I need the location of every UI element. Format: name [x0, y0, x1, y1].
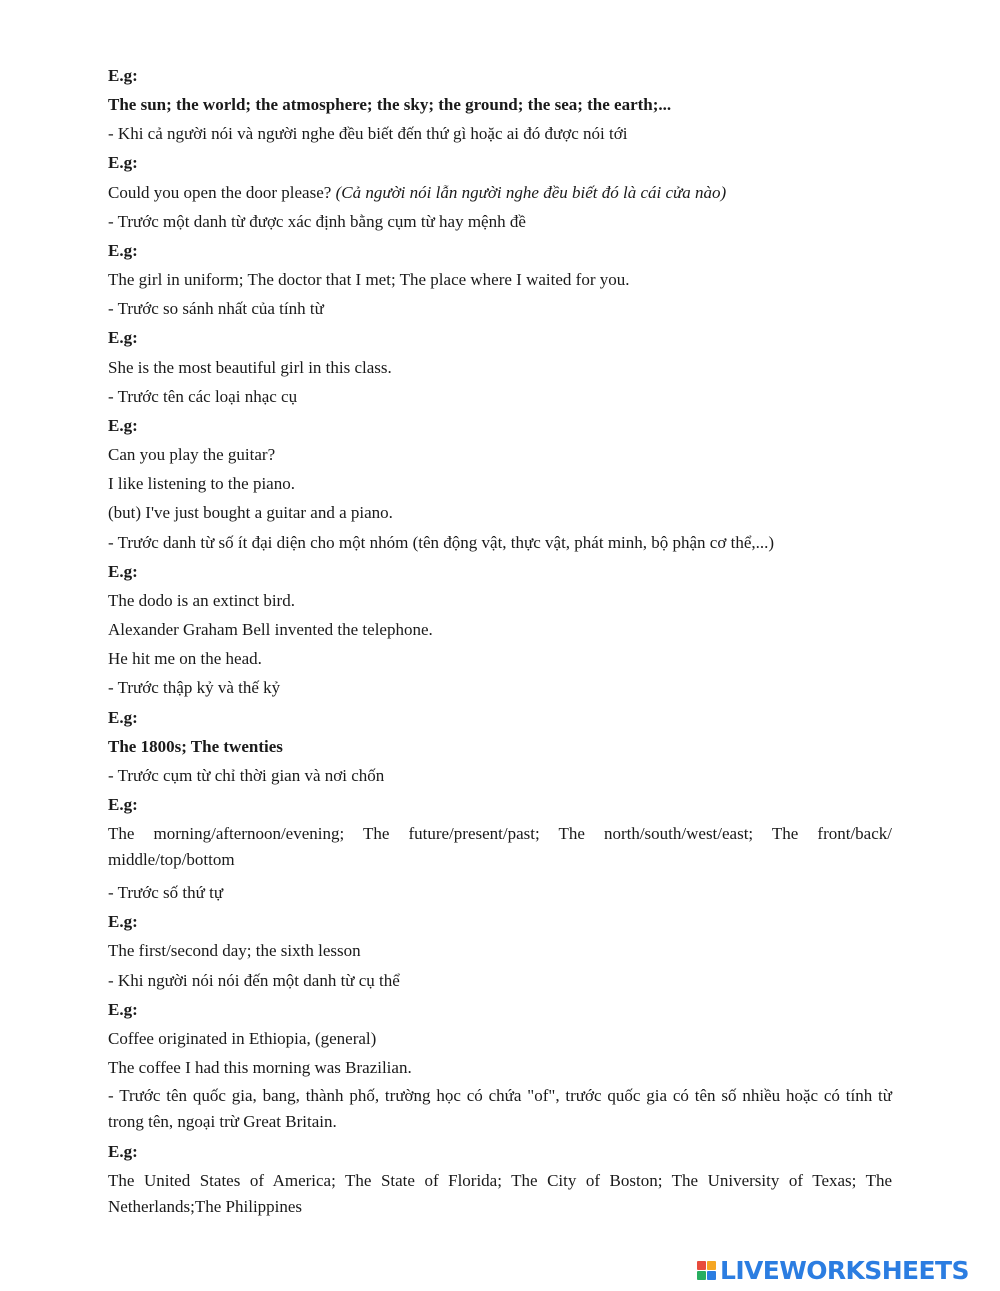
text-line: The first/second day; the sixth lesson	[108, 941, 361, 961]
text-line: - Trước tên các loại nhạc cụ	[108, 386, 298, 406]
text-line: - Trước danh từ số ít đại diện cho một nhóm (tên động vật, thực vật, phát minh, bộ phận cơ thể,...)	[108, 532, 775, 552]
logo-cube-e	[707, 1271, 716, 1280]
eg-label: E.g:	[108, 240, 138, 260]
text-line: The dodo is an extinct bird.	[108, 590, 295, 610]
italic-note: (Cả người nói lẫn người nghe đều biết đó là cái cửa nào)	[335, 182, 727, 202]
text-line	[108, 183, 726, 203]
logo-cube-v	[697, 1271, 706, 1280]
time-place-example: The morning/afternoon/evening; The future/present/past; The north/south/west/east; The front/back/ middle/top/bottom	[108, 824, 892, 869]
text-line: - Khi người nói nói đến một danh từ cụ thể	[108, 970, 400, 990]
eg-label: E.g:	[108, 561, 138, 581]
text-line: - Khi cả người nói và người nghe đều biết đến thứ gì hoặc ai đó được nói tới	[108, 124, 628, 144]
text-line: Coffee originated in Ethiopia, (general)	[108, 1029, 377, 1048]
text-line: He hit me on the head.	[108, 649, 262, 669]
text-line: - Trước cụm từ chỉ thời gian và nơi chốn	[108, 765, 385, 785]
text-line: (but) I've just bought a guitar and a piano.	[108, 503, 393, 523]
text-line: The 1800s; The twenties	[108, 736, 283, 756]
eg-label: E.g:	[108, 415, 138, 435]
country-rule: - Trước tên quốc gia, bang, thành phố, trường học có chứa "of", trước quốc gia có tên số nhiều hoặc có tính từ trong tên, ngoại trừ Great Britain.	[108, 1086, 892, 1131]
eg-label: E.g:	[108, 153, 138, 173]
eg-label: E.g:	[108, 328, 138, 348]
eg-label: E.g:	[108, 999, 138, 1019]
liveworksheets-cube-icon	[697, 1261, 716, 1280]
eg-label: E.g:	[108, 707, 138, 727]
country-example: The United States of America; The State of Florida; The City of Boston; The University of Texas; The Netherlands;The Philippines	[108, 1171, 892, 1216]
text-line: Alexander Graham Bell invented the telephone.	[108, 620, 433, 640]
text-line: - Trước so sánh nhất của tính từ	[108, 299, 324, 319]
logo-cube-l	[697, 1261, 706, 1270]
eg-label: E.g:	[108, 1142, 138, 1161]
text-line: - Trước thập kỷ và thế kỷ	[108, 678, 281, 698]
text-line: The girl in uniform; The doctor that I met; The place where I waited for you.	[108, 270, 630, 290]
eg-label: E.g:	[108, 795, 138, 814]
liveworksheets-logo	[697, 1254, 995, 1286]
text-line: Can you play the guitar?	[108, 445, 276, 465]
logo-text: LIVEWORKSHEETS	[720, 1255, 969, 1285]
example-text: Could you open the door please?	[108, 182, 336, 202]
text-line: I like listening to the piano.	[108, 474, 295, 494]
text-line: - Trước số thứ tự	[108, 883, 224, 902]
text-line: - Trước một danh từ được xác định bằng cụm từ hay mệnh đề	[108, 211, 526, 231]
text-line: She is the most beautiful girl in this class.	[108, 357, 392, 377]
eg-label: E.g:	[108, 912, 138, 932]
text-line: The coffee I had this morning was Brazilian.	[108, 1058, 412, 1078]
text-line: The sun; the world; the atmosphere; the sky; the ground; the sea; the earth;...	[108, 95, 672, 115]
logo-cube-i	[707, 1261, 716, 1270]
eg-label: E.g:	[108, 66, 138, 85]
